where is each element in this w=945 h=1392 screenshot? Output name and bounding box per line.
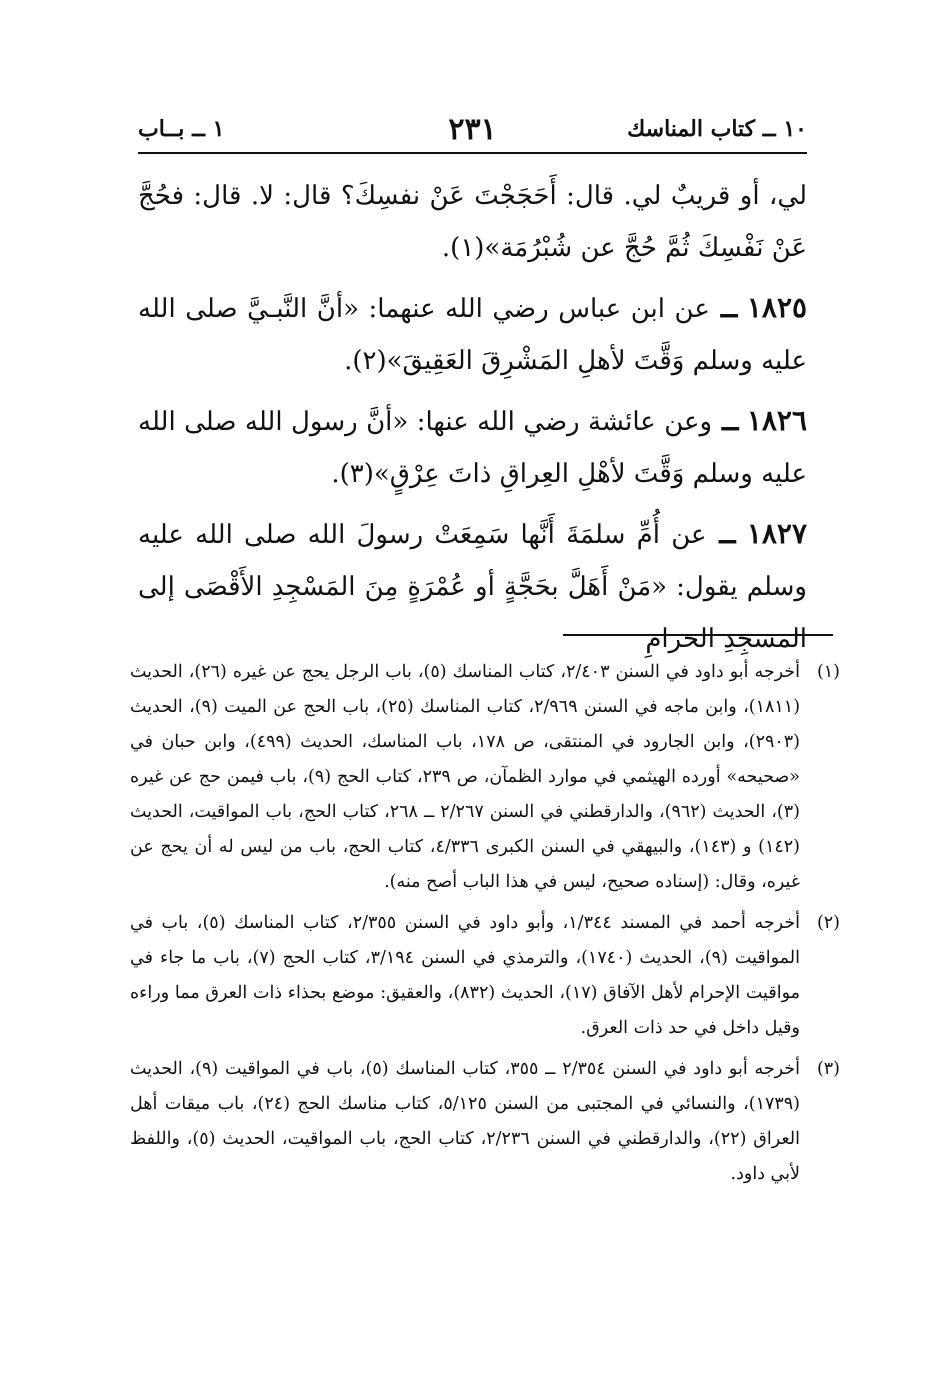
hadith-text: عن ابن عباس رضي الله عنهما: «أنَّ النَّبـيَّ صلى الله عليه وسلم وَقَّتَ لأهلِ المَشْرِقَ العَقِيقَ»(٢). xyxy=(138,294,807,376)
hadith-dash: ــ xyxy=(712,404,739,437)
page-number: ٢٣١ xyxy=(448,112,497,147)
footnote-text: أخرجه أبو داود في السنن ٢/٣٥٤ ــ ٣٥٥، كتاب المناسك (٥)، باب في المواقيت (٩)، الحديث (١٧٣٩)، والنسائي في المجتبى من السنن ٥/١٢٥، كتاب مناسك الحج (٢٤)، باب ميقات أهل العراق (٢٢)، والدارقطني في السنن ٢/٢٣٦، كتاب الحج، باب المواقيت، الحديث (٥)، واللفظ لأبي داود. xyxy=(130,1059,800,1184)
hadith-continuation xyxy=(138,170,807,274)
footnote-1 xyxy=(130,655,840,900)
hadith-text: عن أُمِّ سلمَةَ أَنَّها سَمِعَتْ رسولَ الله صلى الله عليه وسلم يقول: «مَنْ أَهَلَّ بحَجَّةٍ أو عُمْرَةٍ مِنَ المَسْجِدِ الأَقْصَى إلى المسجِدِ الحرامِ xyxy=(138,520,807,654)
footnote-separator xyxy=(563,634,833,636)
footnote-2 xyxy=(130,906,840,1046)
hadith-1826 xyxy=(138,395,807,500)
hadith-dash: ــ xyxy=(706,517,736,550)
chapter-title: ١٠ ــ كتاب المناسك xyxy=(627,116,807,142)
hadith-number: ١٨٢٧ xyxy=(746,517,807,550)
hadith-text: وعن عائشة رضي الله عنها: «أنَّ رسول الله صلى الله عليه وسلم وَقَّتَ لأهْلِ العِراقِ ذاتَ عِرْقٍ»(٣). xyxy=(138,407,807,489)
main-text xyxy=(138,170,807,673)
hadith-dash: ــ xyxy=(709,291,738,324)
hadith-1825 xyxy=(138,282,807,387)
hadith-text: لي، أو قريبٌ لي. قال: أَحَجَجْتَ عَنْ نفسِكَ؟ قال: لا. قال: فحُجَّ عَنْ نَفْسِكَ ثُمَّ حُجَّ عن شُبْرُمَة»(١). xyxy=(138,181,807,263)
hadith-number: ١٨٢٦ xyxy=(746,404,807,437)
hadith-1827 xyxy=(138,508,807,665)
footnote-mark: (١) xyxy=(816,662,840,682)
footnote-3 xyxy=(130,1052,840,1192)
footnote-text: أخرجه أحمد في المسند ١/٣٤٤، وأبو داود في السنن ٢/٣٥٥، كتاب المناسك (٥)، باب في المواقيت (٩)، الحديث (١٧٤٠)، والترمذي في السنن ٣/١٩٤، كتاب الحج (٧)، باب ما جاء في مواقيت الإحرام لأهل الآفاق (١٧)، الحديث (٨٣٢)، والعقيق: موضع بحذاء ذات العرق مما وراءه وقيل داخل في حد ذات العرق. xyxy=(130,913,800,1038)
running-header xyxy=(138,112,807,154)
footnote-mark: (٢) xyxy=(816,913,840,933)
hadith-number: ١٨٢٥ xyxy=(746,291,808,324)
footnotes xyxy=(130,655,840,1198)
section-title: ١ ــ بــاب xyxy=(138,116,225,142)
footnote-mark: (٣) xyxy=(816,1059,840,1079)
footnote-text: أخرجه أبو داود في السنن ٢/٤٠٣، كتاب المناسك (٥)، باب الرجل يحج عن غيره (٢٦)، الحديث (١٨١١)، وابن ماجه في السنن ٢/٩٦٩، كتاب المناسك (٢٥)، باب الحج عن الميت (٩)، الحديث (٢٩٠٣)، وابن الجارود في المنتقى، ص ١٧٨، باب المناسك، الحديث (٤٩٩)، وابن حبان في «صحيحه» أورده الهيثمي في موارد الظمآن، ص ٢٣٩، كتاب الحج (٩)، باب فيمن حج عن غيره (٣)، الحديث (٩٦٢)، والدارقطني في السنن ٢/٢٦٧ ــ ٢٦٨، كتاب الحج، باب المواقيت، الحديث (١٤٢) و (١٤٣)، والبيهقي في السنن الكبرى ٤/٣٣٦، كتاب الحج، باب من ليس له أن يحج عن غيره، وقال: (إسناده صحيح، ليس في هذا الباب أصح منه). xyxy=(130,662,801,892)
